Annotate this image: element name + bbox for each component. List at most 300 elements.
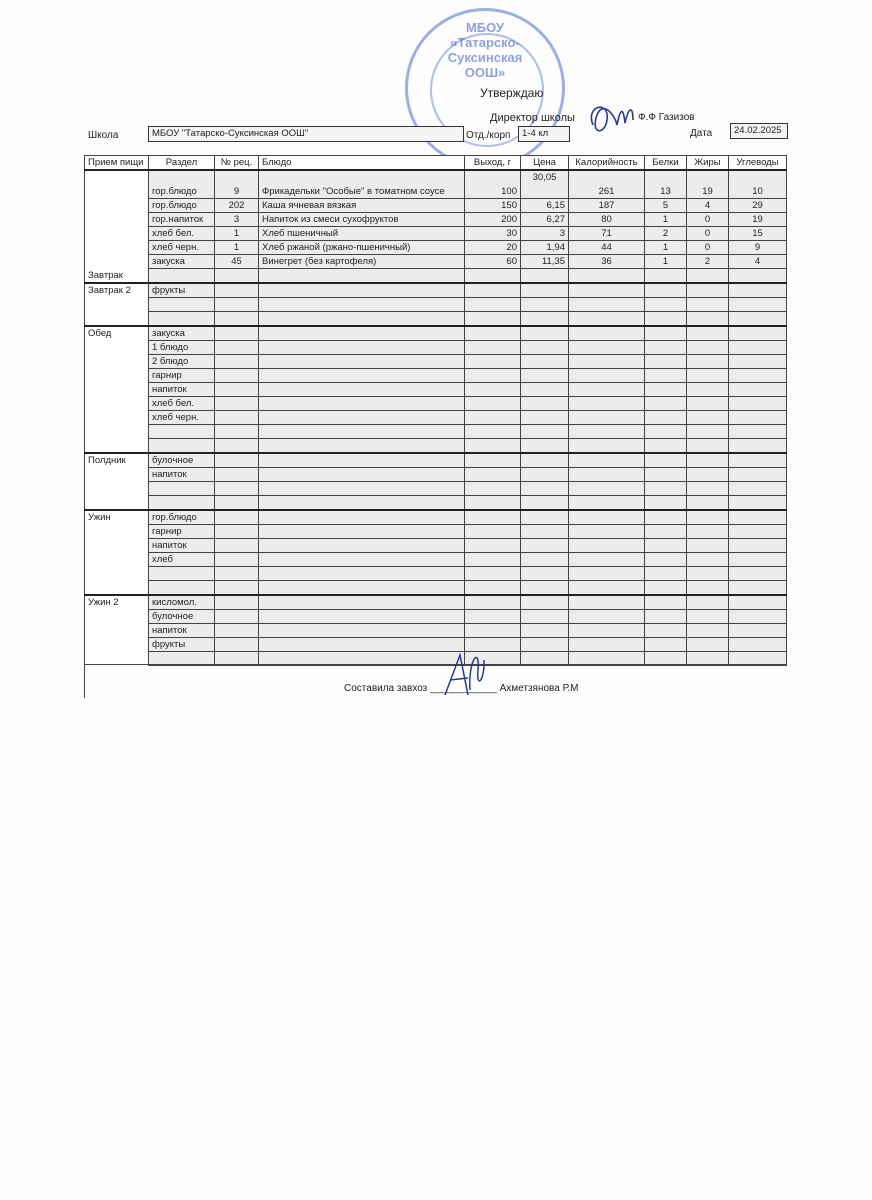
table-cell bbox=[465, 510, 521, 525]
table-cell bbox=[521, 425, 569, 439]
table-cell bbox=[215, 624, 259, 638]
table-cell bbox=[645, 567, 687, 581]
table-cell bbox=[569, 326, 645, 341]
meal-name: Ужин 2 bbox=[85, 595, 149, 666]
table-cell bbox=[569, 411, 645, 425]
table-cell: 2 bbox=[687, 255, 729, 269]
table-cell: 1 блюдо bbox=[149, 341, 215, 355]
column-header: Калорийность bbox=[569, 156, 645, 171]
table-cell bbox=[259, 539, 465, 553]
table-row bbox=[85, 539, 787, 553]
director-label: Директор школы bbox=[490, 112, 575, 124]
table-cell bbox=[465, 397, 521, 411]
table-cell bbox=[569, 553, 645, 567]
table-row bbox=[85, 341, 787, 355]
table-row bbox=[85, 595, 787, 610]
table-cell bbox=[521, 312, 569, 327]
table-cell bbox=[259, 525, 465, 539]
date-label: Дата bbox=[690, 128, 713, 139]
table-cell bbox=[645, 341, 687, 355]
table-row bbox=[85, 383, 787, 397]
table-cell: хлеб бел. bbox=[149, 227, 215, 241]
table-cell bbox=[465, 383, 521, 397]
table-cell: 150 bbox=[465, 199, 521, 213]
table-cell bbox=[687, 425, 729, 439]
table-cell bbox=[259, 567, 465, 581]
table-cell bbox=[215, 539, 259, 553]
table-cell bbox=[569, 581, 645, 596]
table-cell bbox=[215, 369, 259, 383]
compiler-signature bbox=[440, 640, 490, 710]
table-cell bbox=[645, 638, 687, 652]
table-cell bbox=[687, 411, 729, 425]
table-cell bbox=[687, 553, 729, 567]
table-cell: Винегрет (без картофеля) bbox=[259, 255, 465, 269]
table-cell: хлеб черн. bbox=[149, 411, 215, 425]
table-cell: 45 bbox=[215, 255, 259, 269]
table-cell bbox=[521, 496, 569, 511]
table-cell bbox=[521, 638, 569, 652]
table-cell bbox=[259, 425, 465, 439]
table-cell: 100 bbox=[465, 170, 521, 199]
table-cell bbox=[465, 581, 521, 596]
table-cell bbox=[729, 425, 787, 439]
table-cell: Фрикадельки "Особые" в томатном соусе bbox=[259, 170, 465, 199]
table-cell bbox=[569, 496, 645, 511]
column-header: Углеводы bbox=[729, 156, 787, 171]
table-cell bbox=[729, 411, 787, 425]
table-cell: 13 bbox=[645, 170, 687, 199]
table-cell bbox=[569, 539, 645, 553]
table-cell bbox=[215, 496, 259, 511]
table-cell bbox=[569, 610, 645, 624]
table-cell bbox=[569, 341, 645, 355]
dept-label: Отд./корп bbox=[466, 130, 511, 141]
table-cell bbox=[215, 312, 259, 327]
table-cell bbox=[521, 355, 569, 369]
column-header: Цена bbox=[521, 156, 569, 171]
table-cell bbox=[729, 269, 787, 284]
table-cell: 44 bbox=[569, 241, 645, 255]
table-row bbox=[85, 213, 787, 227]
table-cell: 10 bbox=[729, 170, 787, 199]
table-cell bbox=[465, 355, 521, 369]
table-row bbox=[85, 610, 787, 624]
table-cell bbox=[569, 369, 645, 383]
column-header: Блюдо bbox=[259, 156, 465, 171]
table-row bbox=[85, 525, 787, 539]
school-label: Школа bbox=[88, 130, 119, 141]
table-row bbox=[85, 638, 787, 652]
table-cell bbox=[569, 624, 645, 638]
table-cell bbox=[645, 539, 687, 553]
table-cell bbox=[645, 397, 687, 411]
table-cell bbox=[259, 355, 465, 369]
table-cell bbox=[465, 468, 521, 482]
dept-field: 1-4 кл bbox=[518, 126, 570, 142]
table-row bbox=[85, 312, 787, 327]
table-cell bbox=[259, 496, 465, 511]
table-cell bbox=[521, 525, 569, 539]
table-cell bbox=[729, 439, 787, 454]
table-cell bbox=[687, 383, 729, 397]
table-cell bbox=[215, 567, 259, 581]
table-cell: 9 bbox=[729, 241, 787, 255]
table-cell: 6,27 bbox=[521, 213, 569, 227]
table-cell bbox=[729, 341, 787, 355]
table-cell bbox=[687, 468, 729, 482]
table-cell bbox=[687, 397, 729, 411]
table-cell: 261 bbox=[569, 170, 645, 199]
table-cell bbox=[215, 595, 259, 610]
table-cell bbox=[645, 468, 687, 482]
table-cell bbox=[687, 326, 729, 341]
table-cell: Хлеб ржаной (ржано-пшеничный) bbox=[259, 241, 465, 255]
table-cell bbox=[645, 624, 687, 638]
table-cell bbox=[645, 298, 687, 312]
table-cell bbox=[687, 638, 729, 652]
table-cell bbox=[149, 482, 215, 496]
table-cell bbox=[149, 425, 215, 439]
table-cell bbox=[569, 425, 645, 439]
table-cell: булочное bbox=[149, 453, 215, 468]
table-cell: 1 bbox=[645, 255, 687, 269]
table-cell bbox=[687, 269, 729, 284]
table-cell bbox=[215, 453, 259, 468]
table-row bbox=[85, 482, 787, 496]
table-cell bbox=[687, 298, 729, 312]
table-cell bbox=[521, 539, 569, 553]
table-cell bbox=[729, 510, 787, 525]
table-cell bbox=[259, 510, 465, 525]
table-cell: 2 bbox=[645, 227, 687, 241]
table-cell: 200 bbox=[465, 213, 521, 227]
table-cell bbox=[645, 269, 687, 284]
table-row bbox=[85, 241, 787, 255]
table-cell bbox=[729, 553, 787, 567]
column-header: Прием пищи bbox=[85, 156, 149, 171]
table-cell bbox=[465, 567, 521, 581]
table-cell bbox=[687, 482, 729, 496]
meal-name: Обед bbox=[85, 326, 149, 453]
table-cell bbox=[729, 383, 787, 397]
table-cell bbox=[687, 610, 729, 624]
table-cell bbox=[687, 355, 729, 369]
table-cell bbox=[465, 425, 521, 439]
table-cell bbox=[687, 439, 729, 454]
column-header: Белки bbox=[645, 156, 687, 171]
table-cell: Напиток из смеси сухофруктов bbox=[259, 213, 465, 227]
table-row bbox=[85, 199, 787, 213]
table-cell: Каша ячневая вязкая bbox=[259, 199, 465, 213]
table-cell: 0 bbox=[687, 241, 729, 255]
table-cell bbox=[645, 525, 687, 539]
table-cell: 71 bbox=[569, 227, 645, 241]
table-cell bbox=[465, 525, 521, 539]
table-cell bbox=[687, 539, 729, 553]
table-cell: 30 bbox=[465, 227, 521, 241]
table-cell bbox=[259, 610, 465, 624]
table-cell bbox=[569, 283, 645, 298]
table-cell bbox=[645, 496, 687, 511]
table-cell bbox=[521, 567, 569, 581]
table-cell: 19 bbox=[729, 213, 787, 227]
table-cell bbox=[259, 439, 465, 454]
table-cell bbox=[569, 312, 645, 327]
table-row bbox=[85, 255, 787, 269]
table-cell: 20 bbox=[465, 241, 521, 255]
table-cell bbox=[465, 298, 521, 312]
table-cell: 36 bbox=[569, 255, 645, 269]
table-row bbox=[85, 170, 787, 199]
table-cell bbox=[687, 496, 729, 511]
table-cell bbox=[259, 369, 465, 383]
table-cell bbox=[687, 312, 729, 327]
table-cell bbox=[259, 397, 465, 411]
table-cell bbox=[521, 411, 569, 425]
table-cell: 1 bbox=[215, 241, 259, 255]
table-cell bbox=[259, 269, 465, 284]
table-cell bbox=[645, 411, 687, 425]
table-cell bbox=[521, 581, 569, 596]
table-cell bbox=[465, 326, 521, 341]
table-cell bbox=[729, 298, 787, 312]
table-row bbox=[85, 624, 787, 638]
table-cell bbox=[259, 341, 465, 355]
table-cell bbox=[569, 439, 645, 454]
table-cell: Хлеб пшеничный bbox=[259, 227, 465, 241]
table-row bbox=[85, 355, 787, 369]
table-cell bbox=[729, 369, 787, 383]
table-cell bbox=[729, 638, 787, 652]
table-cell bbox=[149, 496, 215, 511]
menu-table bbox=[84, 155, 787, 666]
table-cell bbox=[569, 269, 645, 284]
table-cell: 4 bbox=[687, 199, 729, 213]
table-row bbox=[85, 567, 787, 581]
table-cell bbox=[687, 595, 729, 610]
table-row bbox=[85, 468, 787, 482]
table-cell bbox=[729, 567, 787, 581]
table-cell: хлеб бел. bbox=[149, 397, 215, 411]
table-row bbox=[85, 453, 787, 468]
table-cell bbox=[645, 312, 687, 327]
table-cell bbox=[645, 283, 687, 298]
table-cell bbox=[521, 453, 569, 468]
table-cell bbox=[259, 624, 465, 638]
table-cell bbox=[569, 397, 645, 411]
table-cell bbox=[729, 482, 787, 496]
table-cell bbox=[687, 510, 729, 525]
table-cell bbox=[687, 283, 729, 298]
table-cell: хлеб черн. bbox=[149, 241, 215, 255]
table-cell: 1,94 bbox=[521, 241, 569, 255]
table-cell bbox=[569, 383, 645, 397]
table-cell bbox=[729, 312, 787, 327]
table-cell bbox=[569, 525, 645, 539]
table-cell bbox=[215, 326, 259, 341]
column-header: Жиры bbox=[687, 156, 729, 171]
table-cell bbox=[215, 638, 259, 652]
table-cell bbox=[729, 355, 787, 369]
table-cell bbox=[149, 581, 215, 596]
table-cell: 29 bbox=[729, 199, 787, 213]
table-cell bbox=[215, 610, 259, 624]
table-cell bbox=[729, 283, 787, 298]
compiled-name: Ахметзянова Р.М bbox=[499, 683, 579, 694]
table-cell: хлеб bbox=[149, 553, 215, 567]
table-row bbox=[85, 439, 787, 454]
table-cell: напиток bbox=[149, 539, 215, 553]
table-cell bbox=[521, 383, 569, 397]
meal-name: Завтрак 2 bbox=[85, 283, 149, 326]
table-cell bbox=[521, 298, 569, 312]
table-cell: 15 bbox=[729, 227, 787, 241]
table-cell bbox=[149, 298, 215, 312]
table-cell: 3 bbox=[521, 227, 569, 241]
table-cell: закуска bbox=[149, 326, 215, 341]
school-field: МБОУ "Татарско-Суксинская ООШ" bbox=[148, 126, 464, 142]
table-row bbox=[85, 369, 787, 383]
compiled-label: Составила завхоз bbox=[344, 683, 428, 694]
table-cell bbox=[521, 369, 569, 383]
table-cell bbox=[729, 624, 787, 638]
table-cell: гарнир bbox=[149, 525, 215, 539]
table-cell bbox=[215, 411, 259, 425]
table-cell bbox=[465, 341, 521, 355]
table-cell bbox=[465, 269, 521, 284]
table-cell bbox=[465, 595, 521, 610]
table-cell: фрукты bbox=[149, 283, 215, 298]
table-cell bbox=[645, 369, 687, 383]
table-cell: гор.блюдо bbox=[149, 199, 215, 213]
table-cell: напиток bbox=[149, 624, 215, 638]
table-cell bbox=[215, 341, 259, 355]
table-cell bbox=[465, 496, 521, 511]
table-cell bbox=[215, 425, 259, 439]
table-bottom-border bbox=[84, 664, 787, 665]
table-cell bbox=[687, 581, 729, 596]
table-row bbox=[85, 298, 787, 312]
table-cell: 3 bbox=[215, 213, 259, 227]
table-cell bbox=[645, 453, 687, 468]
table-cell bbox=[215, 581, 259, 596]
table-cell bbox=[465, 312, 521, 327]
table-cell: 30,05 bbox=[521, 170, 569, 199]
table-row bbox=[85, 553, 787, 567]
table-cell bbox=[645, 355, 687, 369]
table-cell: 1 bbox=[645, 241, 687, 255]
table-cell bbox=[215, 269, 259, 284]
table-cell bbox=[259, 468, 465, 482]
table-cell bbox=[687, 525, 729, 539]
table-cell: закуска bbox=[149, 255, 215, 269]
table-cell: 1 bbox=[645, 213, 687, 227]
table-cell bbox=[259, 553, 465, 567]
table-cell bbox=[259, 411, 465, 425]
table-cell: 2 блюдо bbox=[149, 355, 215, 369]
table-cell bbox=[465, 283, 521, 298]
table-cell bbox=[645, 595, 687, 610]
table-cell bbox=[645, 510, 687, 525]
table-cell: напиток bbox=[149, 468, 215, 482]
director-name: Ф.Ф Газизов bbox=[638, 112, 695, 123]
table-cell bbox=[521, 510, 569, 525]
table-cell bbox=[569, 595, 645, 610]
table-row bbox=[85, 283, 787, 298]
table-cell bbox=[259, 326, 465, 341]
approve-label: Утверждаю bbox=[480, 86, 544, 100]
table-cell: гор.блюдо bbox=[149, 510, 215, 525]
table-cell bbox=[645, 581, 687, 596]
column-header: № рец. bbox=[215, 156, 259, 171]
table-cell bbox=[521, 468, 569, 482]
table-cell: 5 bbox=[645, 199, 687, 213]
table-cell bbox=[259, 638, 465, 652]
table-cell bbox=[465, 539, 521, 553]
table-cell: 187 bbox=[569, 199, 645, 213]
table-row bbox=[85, 496, 787, 511]
table-cell bbox=[569, 468, 645, 482]
table-cell: 4 bbox=[729, 255, 787, 269]
table-cell: булочное bbox=[149, 610, 215, 624]
table-cell: фрукты bbox=[149, 638, 215, 652]
table-row bbox=[85, 510, 787, 525]
table-cell bbox=[149, 269, 215, 284]
table-cell bbox=[729, 468, 787, 482]
table-cell: напиток bbox=[149, 383, 215, 397]
table-cell bbox=[729, 453, 787, 468]
meal-name: Полдник bbox=[85, 453, 149, 510]
table-cell bbox=[729, 539, 787, 553]
table-cell bbox=[259, 312, 465, 327]
table-cell bbox=[687, 567, 729, 581]
table-cell bbox=[645, 425, 687, 439]
table-cell bbox=[149, 439, 215, 454]
table-cell bbox=[569, 453, 645, 468]
table-cell bbox=[465, 610, 521, 624]
table-cell bbox=[645, 553, 687, 567]
table-row bbox=[85, 425, 787, 439]
table-cell bbox=[569, 482, 645, 496]
table-cell bbox=[645, 482, 687, 496]
table-cell: кисломол. bbox=[149, 595, 215, 610]
table-cell bbox=[465, 624, 521, 638]
table-cell bbox=[521, 482, 569, 496]
table-cell bbox=[521, 439, 569, 454]
table-cell: 19 bbox=[687, 170, 729, 199]
table-cell bbox=[521, 326, 569, 341]
table-cell: гарнир bbox=[149, 369, 215, 383]
table-cell bbox=[569, 510, 645, 525]
meal-name: Ужин bbox=[85, 510, 149, 595]
table-cell bbox=[687, 341, 729, 355]
table-cell bbox=[729, 496, 787, 511]
table-cell bbox=[729, 525, 787, 539]
table-cell bbox=[259, 581, 465, 596]
table-left-border bbox=[84, 664, 85, 698]
meal-name: Завтрак bbox=[85, 170, 149, 283]
table-cell bbox=[259, 482, 465, 496]
column-header: Раздел bbox=[149, 156, 215, 171]
table-row bbox=[85, 326, 787, 341]
table-cell bbox=[521, 553, 569, 567]
table-cell bbox=[259, 453, 465, 468]
table-cell bbox=[521, 283, 569, 298]
table-row bbox=[85, 269, 787, 284]
table-cell bbox=[215, 383, 259, 397]
table-cell: 6,15 bbox=[521, 199, 569, 213]
